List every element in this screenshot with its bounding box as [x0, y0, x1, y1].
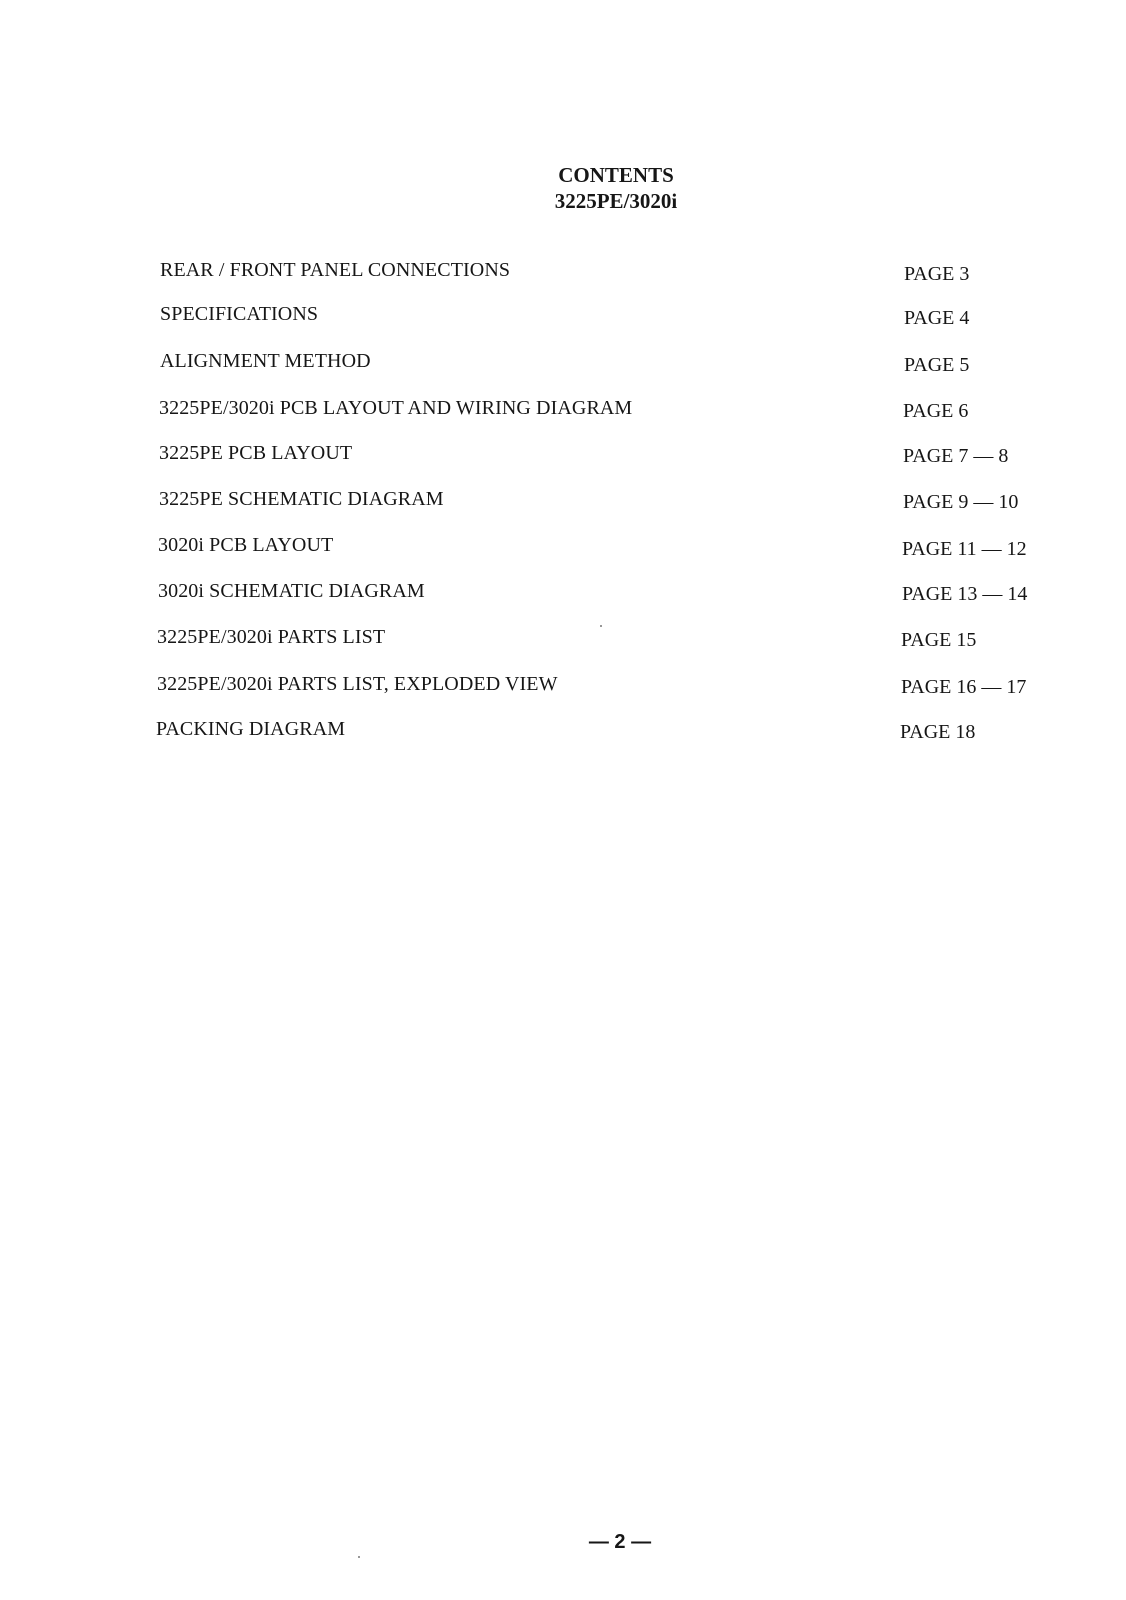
toc-entry	[160, 348, 1060, 374]
toc-entry-label: PACKING DIAGRAM	[156, 718, 346, 740]
toc-entry-page: PAGE 9 — 10	[903, 491, 1019, 513]
toc-entry-page: PAGE 3	[904, 263, 970, 285]
toc-entry	[159, 486, 1059, 512]
toc-entry	[159, 440, 1059, 466]
table-of-contents	[0, 0, 1126, 760]
toc-entry-label: REAR / FRONT PANEL CONNECTIONS	[160, 259, 511, 281]
toc-entry-label: 3020i SCHEMATIC DIAGRAM	[158, 580, 425, 602]
toc-entry	[158, 578, 1058, 604]
toc-entry-label: 3020i PCB LAYOUT	[158, 534, 334, 556]
toc-entry	[160, 257, 1060, 283]
toc-entry	[157, 624, 1057, 650]
toc-entry-page: PAGE 6	[903, 400, 969, 422]
toc-entry-label: SPECIFICATIONS	[160, 303, 319, 325]
toc-entry-label: 3225PE/3020i PARTS LIST, EXPLODED VIEW	[157, 673, 558, 695]
toc-entry	[160, 301, 1060, 327]
toc-entry	[156, 716, 1056, 742]
toc-entry	[158, 532, 1058, 558]
page-subtitle: 3225PE/3020i	[554, 189, 678, 213]
page-title: CONTENTS	[558, 163, 674, 187]
toc-entry	[157, 671, 1057, 697]
toc-entry-page: PAGE 15	[901, 629, 977, 651]
toc-entry-page: PAGE 7 — 8	[903, 445, 1009, 467]
toc-entry-label: ALIGNMENT METHOD	[160, 350, 371, 372]
toc-entry-page: PAGE 5	[904, 354, 970, 376]
toc-entry-label: 3225PE/3020i PCB LAYOUT AND WIRING DIAGRAM	[159, 397, 633, 419]
toc-entry-label: 3225PE PCB LAYOUT	[159, 442, 353, 464]
footer-page-number: — 2 —	[588, 1531, 652, 1553]
toc-entry-page: PAGE 4	[904, 307, 970, 329]
toc-entry-page: PAGE 11 — 12	[902, 538, 1027, 560]
scan-speck	[600, 625, 602, 627]
toc-entry-page: PAGE 13 — 14	[902, 583, 1028, 605]
toc-entry-page: PAGE 16 — 17	[901, 676, 1027, 698]
toc-entry-label: 3225PE/3020i PARTS LIST	[157, 626, 386, 648]
toc-entry-label: 3225PE SCHEMATIC DIAGRAM	[159, 488, 444, 510]
toc-entry	[159, 395, 1059, 421]
toc-entry-page: PAGE 18	[900, 721, 976, 743]
scan-speck	[358, 1556, 360, 1558]
